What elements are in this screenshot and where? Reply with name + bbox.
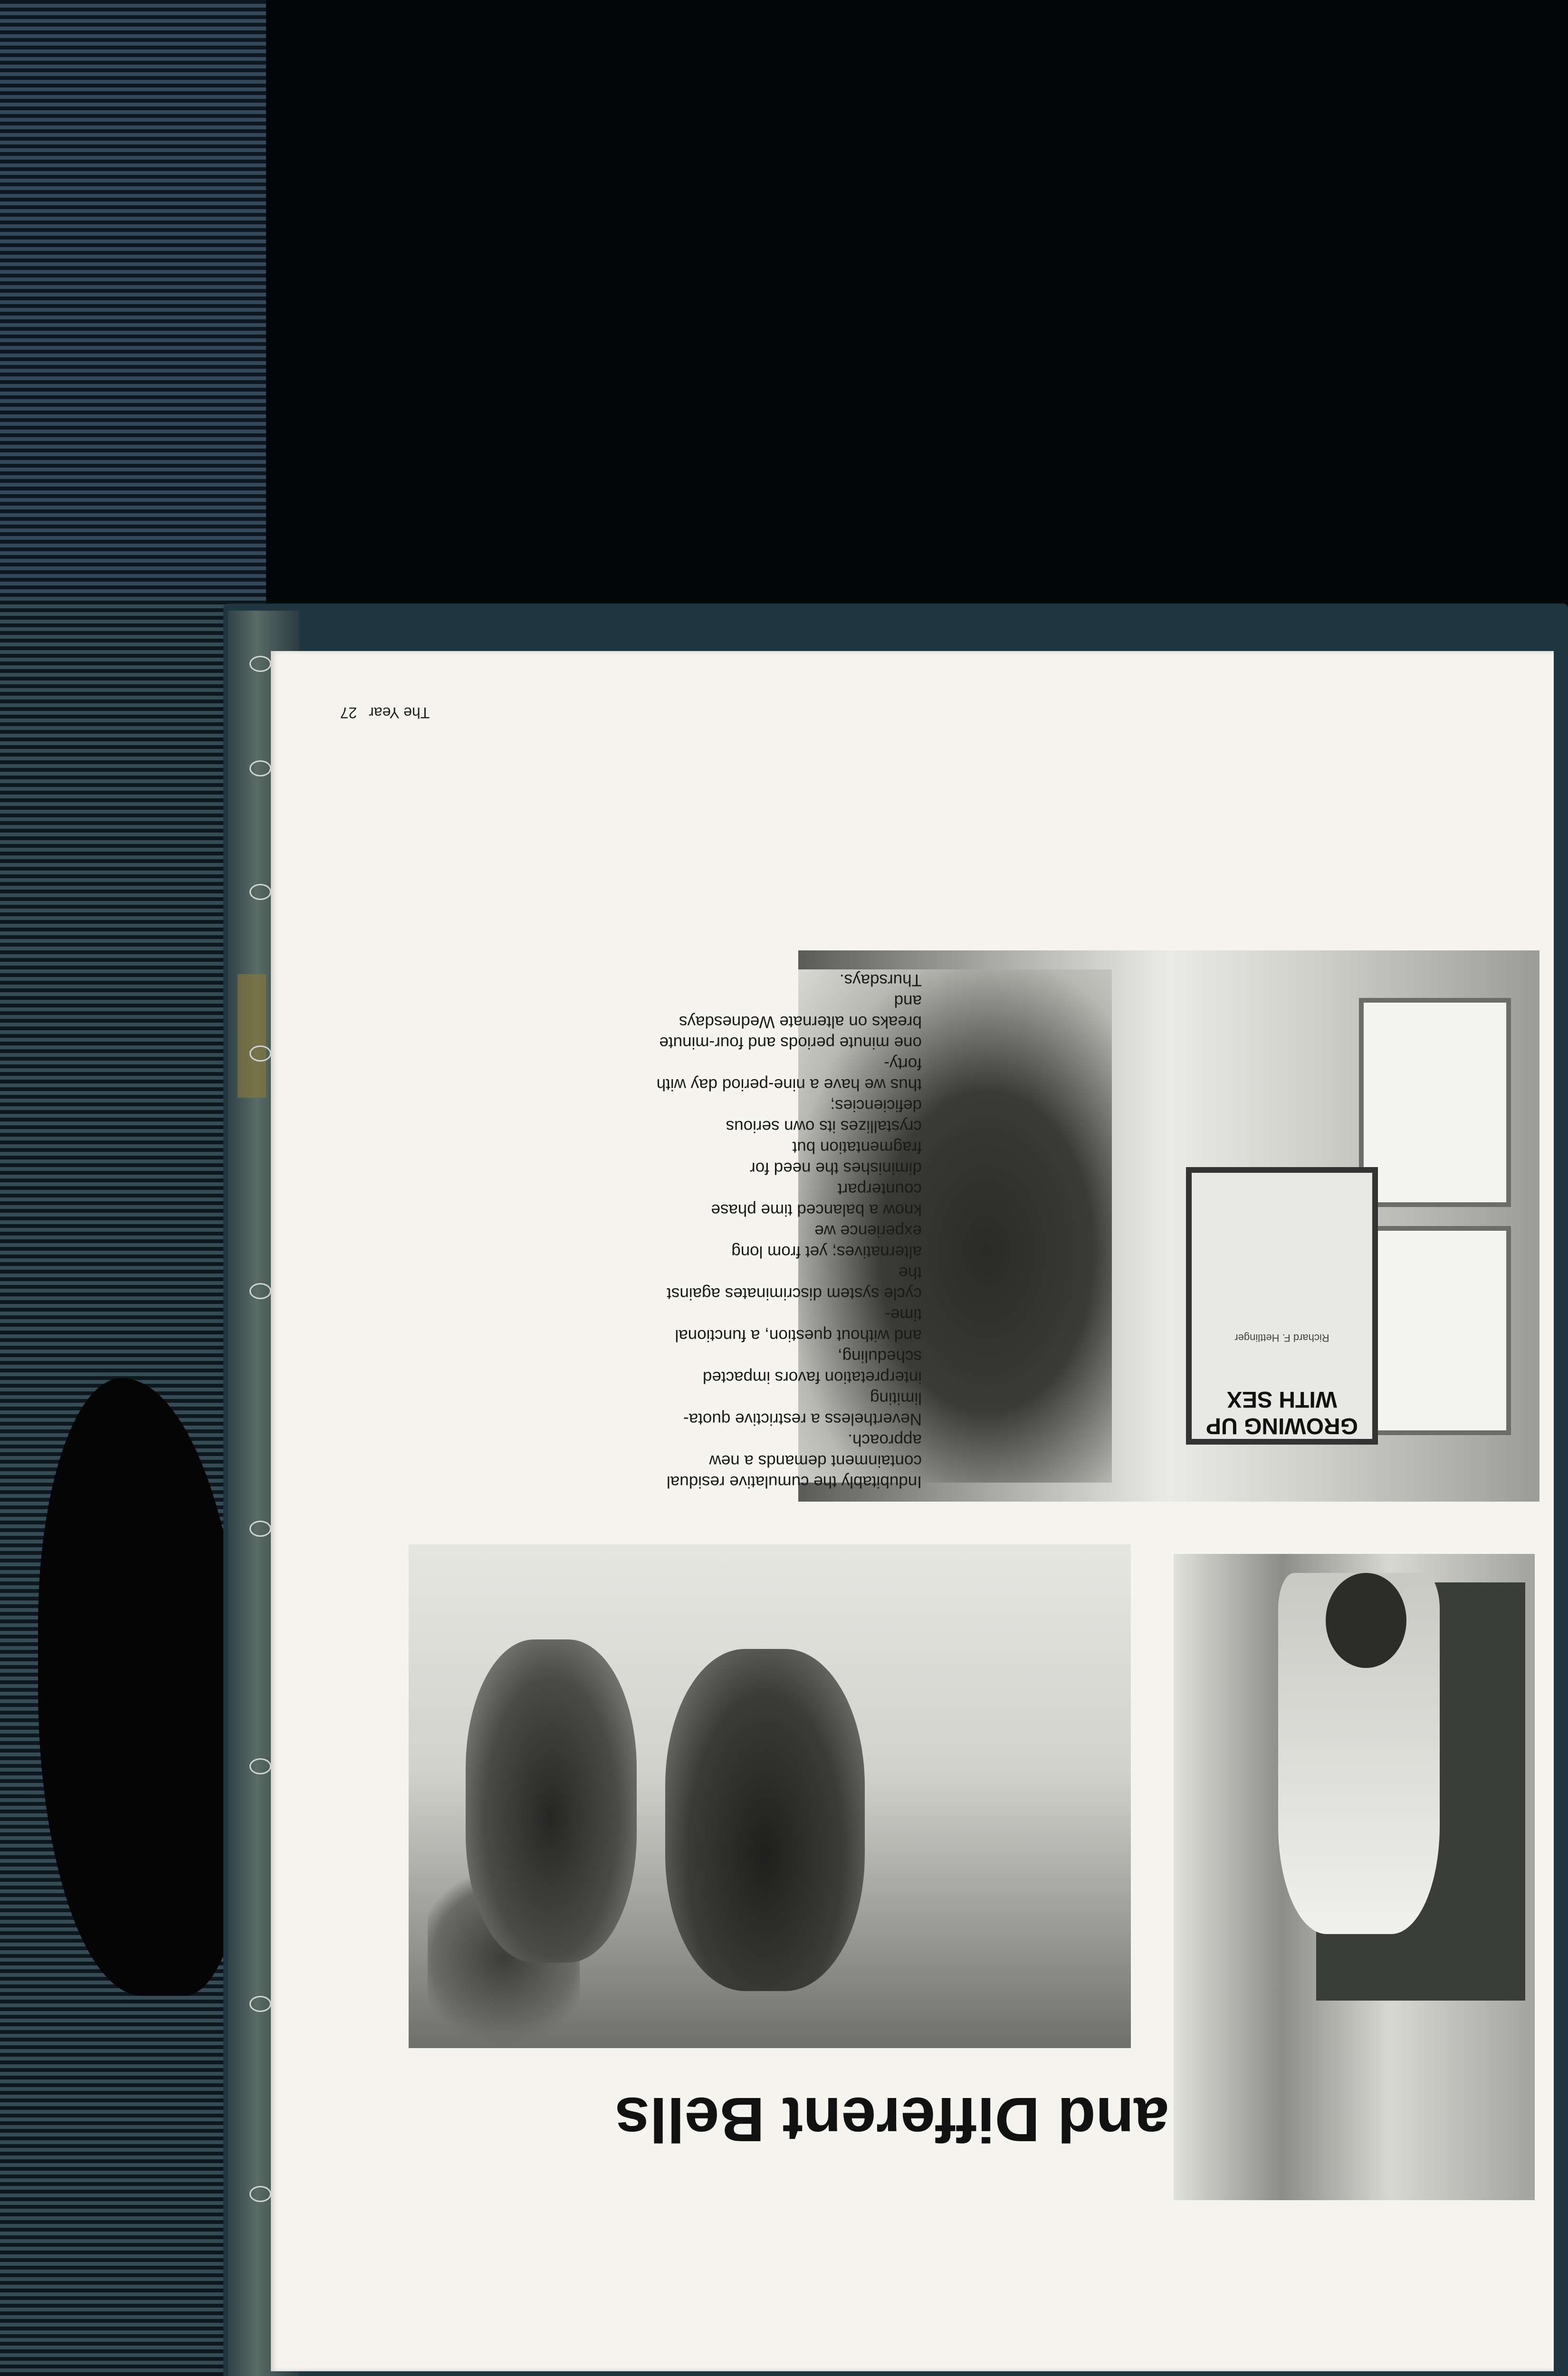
body-paragraph — [656, 971, 922, 1492]
book-author: Richard F. Hettlinger — [1234, 1332, 1329, 1344]
body-line: breaks on alternate Wednesdays and — [679, 992, 922, 1031]
body-line: Thursdays. — [839, 971, 922, 989]
body-line: Nevertheless a restrictive quota-limiting — [683, 1389, 922, 1428]
body-line: alternatives; yet from long experience we — [731, 1222, 922, 1261]
body-line: Indubitably the cumulative residual — [667, 1473, 922, 1491]
folio-section: The Year — [369, 704, 430, 721]
body-line: diminishes the need for fragmentation but — [750, 1138, 922, 1178]
page-folio — [314, 699, 456, 727]
body-line: thus we have a nine-period day with forty- — [656, 1054, 922, 1094]
body-line: interpretation favors impacted scheduling, — [702, 1347, 922, 1387]
folio-page-number: 27 — [340, 704, 357, 721]
photo-window — [1359, 998, 1511, 1207]
page-headline: and Different Bells — [614, 2085, 1169, 2155]
body-line: and without question, a functional time- — [675, 1305, 922, 1345]
body-line: cycle system discriminates against the — [667, 1264, 922, 1303]
photo-teacher-head — [1326, 1573, 1406, 1668]
photo-window — [1359, 1226, 1511, 1435]
book-title: GROWING UP WITH SEX — [1206, 1387, 1358, 1438]
scanner-bed-stripes-top — [0, 0, 266, 599]
body-line: crystallizes its own serious deficiencies; — [726, 1096, 922, 1136]
photo-student — [665, 1649, 865, 1991]
body-line: containment demands a new approach. — [709, 1431, 922, 1470]
photo-campus-students — [409, 1544, 1131, 2048]
body-line: know a balanced time phase counterpart — [711, 1180, 922, 1219]
photo-classroom-teacher — [1174, 1554, 1535, 2200]
photo-student — [466, 1639, 637, 1963]
photo-book-cover — [1186, 1167, 1378, 1445]
body-line: one minute periods and four-minute — [659, 1034, 922, 1052]
